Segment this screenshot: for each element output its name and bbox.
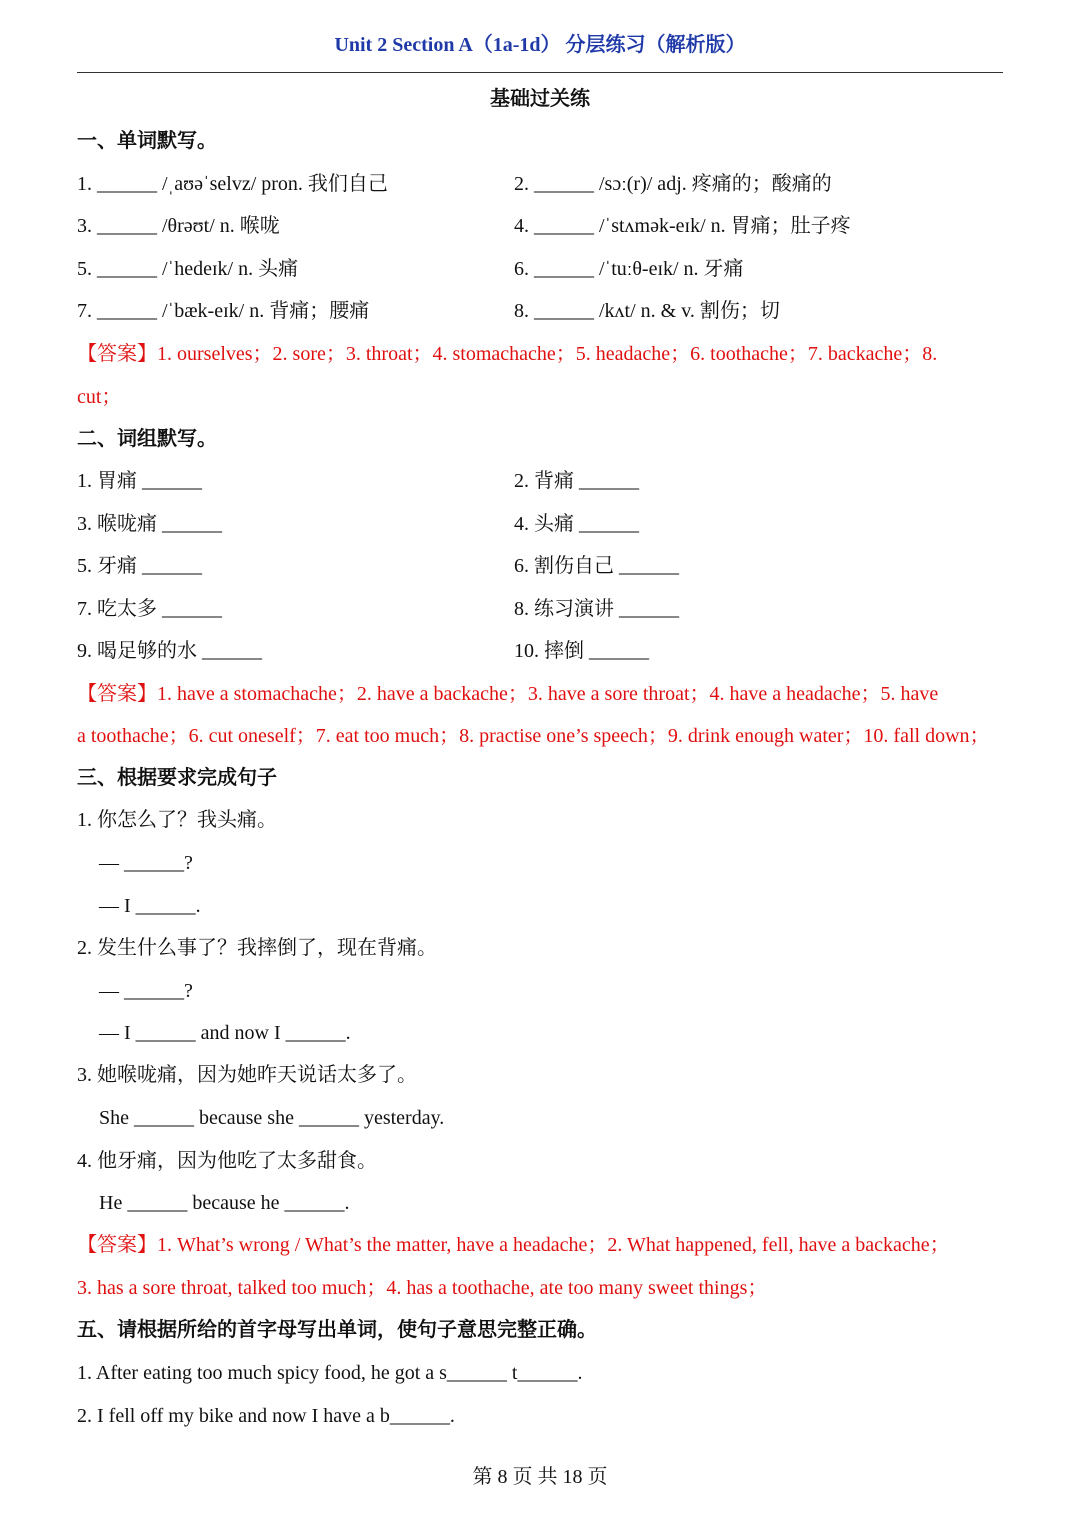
document-header-title: Unit 2 Section A（1a-1d） 分层练习（解析版） xyxy=(334,34,746,56)
sentence-q4-line-a: He ______ because he ______. xyxy=(99,1192,350,1214)
phrase-item-1: 1. 胃痛 ______ xyxy=(77,470,202,492)
phrase-item-2: 2. 背痛 ______ xyxy=(514,470,639,492)
section3-answer-line2: 3. has a sore throat, talked too much；4. has a toothache, ate too many sweet things； xyxy=(77,1277,768,1299)
answer-text: 1. What’s wrong / What’s the matter, have a headache；2. What happened, fell, have a backache； xyxy=(157,1234,950,1256)
sentence-q2-line-b: — I ______ and now I ______. xyxy=(99,1022,351,1044)
header-divider xyxy=(77,72,1003,73)
word-item-8: 8. ______ /kʌt/ n. & v. 割伤；切 xyxy=(514,300,780,322)
section1-answer-line2: cut； xyxy=(77,386,122,408)
sentence-q4: 4. 他牙痛，因为他吃了太多甜食。 xyxy=(77,1150,377,1172)
sentence-q3-line-a: She ______ because she ______ yesterday. xyxy=(99,1107,445,1129)
section3-answer-line1 xyxy=(77,1231,1007,1259)
page-number-footer: 第 8 页 共 18 页 xyxy=(472,1466,608,1488)
phrase-item-8: 8. 练习演讲 ______ xyxy=(514,598,679,620)
section3-heading: 三、根据要求完成句子 xyxy=(77,767,277,789)
sentence-q1-line-b: — I ______. xyxy=(99,895,201,917)
word-item-6: 6. ______ /ˈtuːθ-eɪk/ n. 牙痛 xyxy=(514,258,744,280)
answer-label: 【答案】 xyxy=(77,1234,157,1256)
sentence-q1: 1. 你怎么了？我头痛。 xyxy=(77,809,277,831)
spelling-q2: 2. I fell off my bike and now I have a b______. xyxy=(77,1405,455,1427)
word-item-3: 3. ______ /θrəʊt/ n. 喉咙 xyxy=(77,215,280,237)
phrase-item-5: 5. 牙痛 ______ xyxy=(77,555,202,577)
phrase-item-10: 10. 摔倒 ______ xyxy=(514,640,649,662)
sentence-q2-line-a: — ______? xyxy=(99,980,193,1002)
phrase-item-3: 3. 喉咙痛 ______ xyxy=(77,513,222,535)
phrase-item-9: 9. 喝足够的水 ______ xyxy=(77,640,262,662)
sentence-q3: 3. 她喉咙痛，因为她昨天说话太多了。 xyxy=(77,1064,417,1086)
word-item-5: 5. ______ /ˈhedeɪk/ n. 头痛 xyxy=(77,258,299,280)
phrase-item-4: 4. 头痛 ______ xyxy=(514,513,639,535)
spelling-q1: 1. After eating too much spicy food, he got a s______ t______. xyxy=(77,1362,583,1384)
section2-heading: 二、词组默写。 xyxy=(77,428,217,450)
phrase-item-7: 7. 吃太多 ______ xyxy=(77,598,222,620)
page-subtitle: 基础过关练 xyxy=(490,88,590,110)
word-item-2: 2. ______ /sɔː(r)/ adj. 疼痛的；酸痛的 xyxy=(514,173,832,195)
answer-label: 【答案】 xyxy=(77,683,157,705)
word-item-7: 7. ______ /ˈbæk-eɪk/ n. 背痛；腰痛 xyxy=(77,300,370,322)
phrase-item-6: 6. 割伤自己 ______ xyxy=(514,555,679,577)
section1-heading: 一、单词默写。 xyxy=(77,130,217,152)
answer-text: 1. ourselves；2. sore；3. throat；4. stomachache；5. headache；6. toothache；7. backache；8. xyxy=(157,343,938,365)
sentence-q1-line-a: — ______? xyxy=(99,852,193,874)
section1-answer-line1 xyxy=(77,340,1007,368)
word-item-1: 1. ______ /ˌaʊəˈselvz/ pron. 我们自己 xyxy=(77,173,388,195)
word-item-4: 4. ______ /ˈstʌmək-eɪk/ n. 胃痛；肚子疼 xyxy=(514,215,851,237)
section2-answer-line2: a toothache；6. cut oneself；7. eat too much；8. practise one’s speech；9. drink enough water；10. fall down； xyxy=(77,725,990,747)
sentence-q2: 2. 发生什么事了？我摔倒了，现在背痛。 xyxy=(77,937,437,959)
section5-heading: 五、请根据所给的首字母写出单词，使句子意思完整正确。 xyxy=(77,1319,597,1341)
section2-answer-line1 xyxy=(77,680,1007,708)
answer-label: 【答案】 xyxy=(77,343,157,365)
answer-text: 1. have a stomachache；2. have a backache；3. have a sore throat；4. have a headache；5. have xyxy=(157,683,939,705)
